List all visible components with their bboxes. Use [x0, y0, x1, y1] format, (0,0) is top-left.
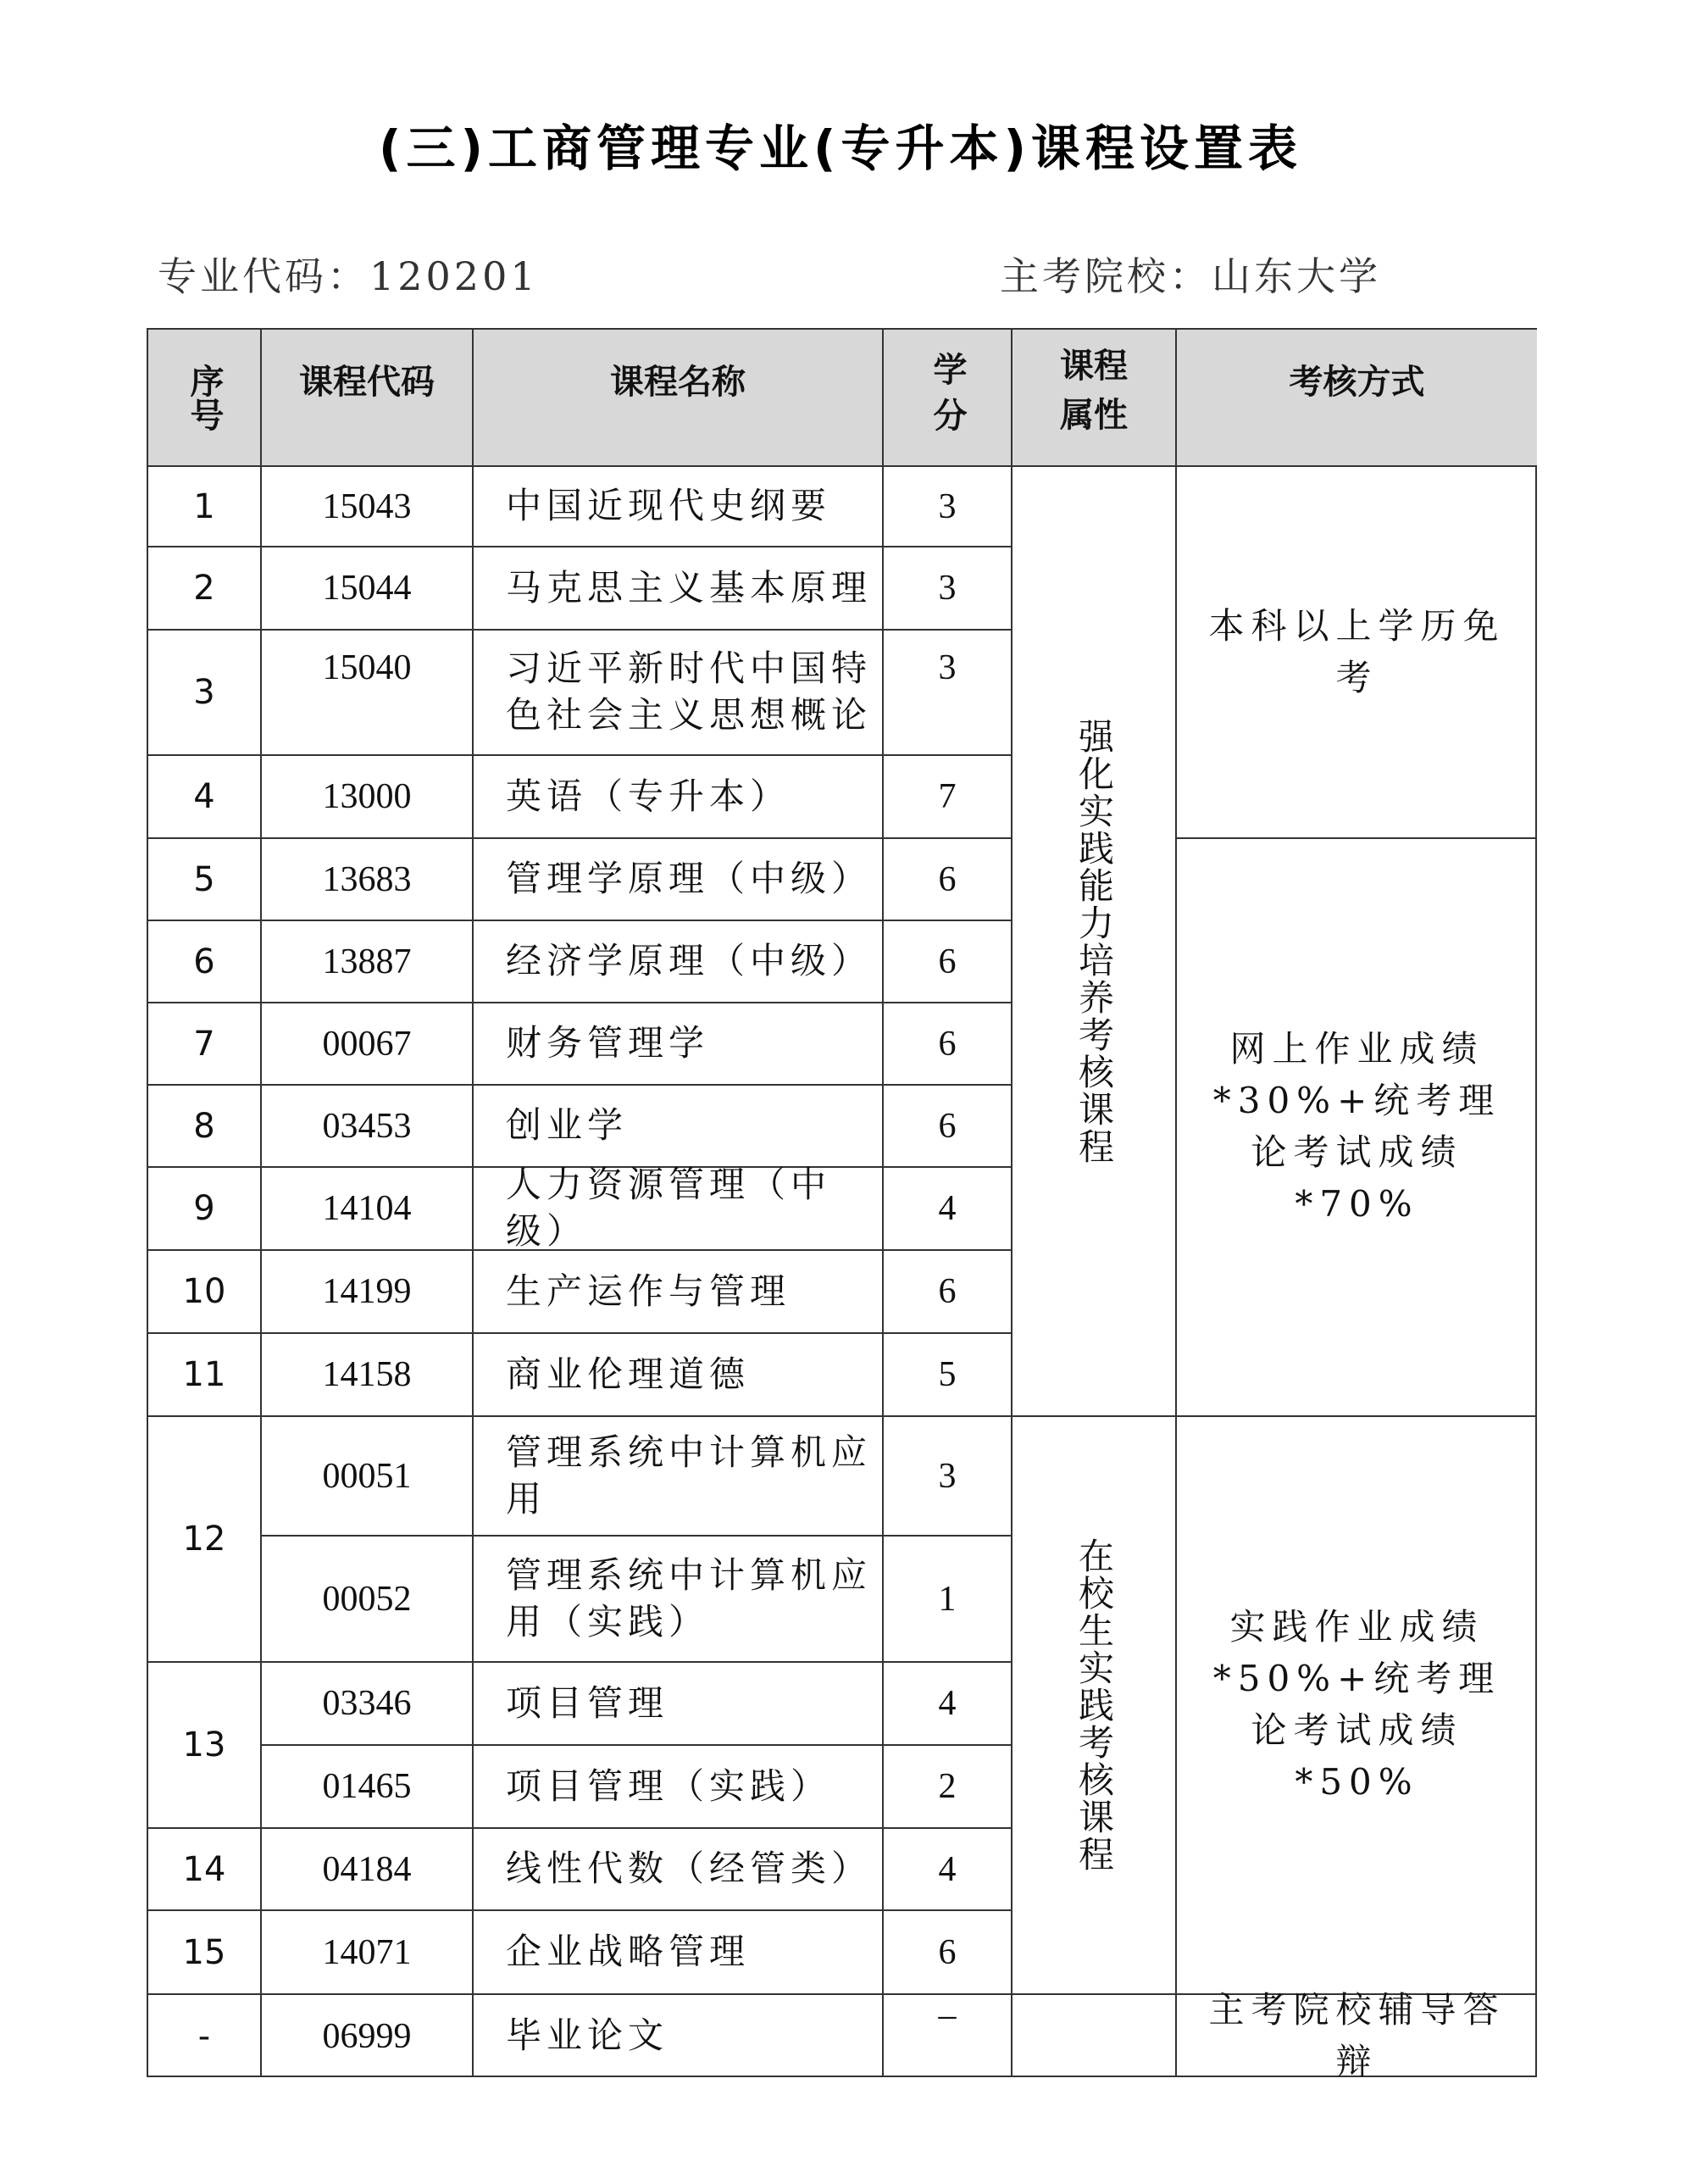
cell-seq-text: 9	[193, 1189, 215, 1228]
cell-code	[262, 1911, 474, 1995]
header-code-label: 课程代码	[299, 363, 435, 402]
cell-code	[262, 1417, 474, 1537]
cell-name	[474, 467, 884, 547]
cell-name-text: 人力资源管理（中级）	[506, 1164, 832, 1252]
cell-course-attr-text: 强化实践能力培养考核课程	[1074, 717, 1115, 1165]
cell-name	[474, 1164, 884, 1252]
cell-name	[474, 1003, 884, 1086]
cell-exam-method	[1177, 839, 1537, 1417]
cell-name	[474, 1537, 884, 1663]
exam-school: 主考院校：山东大学	[1000, 253, 1381, 299]
cell-exam-method-text: 实践作业成绩*50%+统考理论考试成绩*50%	[1212, 1606, 1501, 1803]
cell-name-text: 马克思主义基本原理	[506, 566, 873, 609]
cell-seq-text: 4	[193, 777, 215, 816]
cell-seq-text: -	[197, 2016, 211, 2056]
cell-credit-text: 6	[938, 859, 957, 899]
cell-seq	[148, 1995, 262, 2077]
cell-code	[262, 1829, 474, 1911]
cell-name-text: 财务管理学	[506, 1022, 710, 1064]
cell-exam-method-text: 本科以上学历免考	[1208, 604, 1506, 698]
cell-code	[262, 1995, 474, 2077]
cell-seq-text: 7	[193, 1024, 215, 1064]
cell-code-text: 15043	[322, 486, 412, 526]
cell-credit	[884, 1746, 1012, 1829]
cell-seq	[148, 1334, 262, 1417]
cell-credit	[884, 1168, 1012, 1251]
cell-course-attr-text: 在校生实践考核课程	[1074, 1537, 1115, 1873]
cell-seq	[148, 839, 262, 921]
cell-code	[262, 1746, 474, 1829]
cell-code	[262, 839, 474, 921]
cell-credit	[884, 839, 1012, 921]
cell-code	[262, 1003, 474, 1086]
cell-seq-text: 8	[193, 1106, 215, 1146]
cell-credit-text: 3	[938, 569, 957, 608]
cell-code	[262, 1537, 474, 1663]
cell-code-text: 06999	[322, 2016, 412, 2056]
cell-seq	[148, 1251, 262, 1334]
cell-seq	[148, 1417, 262, 1663]
major-code: 专业代码：120201	[158, 253, 539, 299]
cell-code-text: 14071	[322, 1932, 412, 1972]
cell-code-text: 15044	[322, 569, 412, 608]
header-credit	[884, 330, 1012, 467]
cell-seq	[148, 547, 262, 631]
cell-credit-text: 7	[938, 777, 957, 816]
cell-seq-text: 3	[193, 673, 215, 712]
header-exam	[1177, 330, 1537, 467]
cell-seq	[148, 631, 262, 756]
cell-seq	[148, 467, 262, 547]
cell-name-text: 项目管理	[506, 1681, 669, 1724]
cell-seq	[148, 1663, 262, 1829]
cell-name-text: 管理系统中计算机应用（实践）	[506, 1553, 873, 1642]
cell-seq	[148, 1168, 262, 1251]
cell-name	[474, 1746, 884, 1829]
cell-credit	[884, 631, 1012, 756]
cell-code-text: 01465	[322, 1767, 412, 1806]
cell-credit	[884, 1417, 1012, 1537]
cell-name-text: 生产运作与管理	[506, 1270, 791, 1312]
cell-credit	[884, 1995, 1012, 2077]
cell-exam-method	[1177, 1417, 1537, 1995]
cell-code-text: 04184	[322, 1849, 412, 1889]
cell-name-text: 英语（专升本）	[506, 775, 791, 817]
cell-credit	[884, 1251, 1012, 1334]
cell-credit	[884, 756, 1012, 839]
cell-seq-text: 15	[182, 1932, 226, 1972]
cell-credit-text: 1	[938, 1579, 957, 1619]
cell-name-text: 习近平新时代中国特色社会主义思想概论	[506, 647, 873, 736]
cell-exam-method-text: 网上作业成绩*30%+统考理论考试成绩*70%	[1212, 1028, 1501, 1225]
page-title: (三)工商管理专业(专升本)课程设置表	[378, 119, 1303, 177]
cell-code-text: 14199	[322, 1272, 412, 1311]
cell-seq	[148, 756, 262, 839]
cell-code-text: 14104	[322, 1189, 412, 1228]
cell-seq	[148, 1911, 262, 1995]
cell-seq	[148, 1086, 262, 1168]
cell-code	[262, 1251, 474, 1334]
cell-name	[474, 547, 884, 631]
header-code	[262, 330, 474, 467]
header-credit-label: 学分	[928, 352, 967, 443]
cell-name	[474, 1995, 884, 2077]
cell-name	[474, 631, 884, 756]
cell-code	[262, 1663, 474, 1746]
cell-credit	[884, 1911, 1012, 1995]
cell-code	[262, 467, 474, 547]
cell-credit	[884, 467, 1012, 547]
cell-credit-text: 4	[938, 1849, 957, 1889]
cell-seq	[148, 1003, 262, 1086]
cell-seq	[148, 1829, 262, 1911]
cell-name	[474, 1911, 884, 1995]
cell-credit	[884, 1003, 1012, 1086]
cell-code	[262, 921, 474, 1003]
cell-name	[474, 921, 884, 1003]
cell-name	[474, 1334, 884, 1417]
cell-code-text: 03453	[322, 1106, 412, 1146]
cell-exam-method	[1177, 1988, 1537, 2082]
cell-credit-text: 6	[938, 1024, 957, 1064]
cell-seq-text: 10	[182, 1272, 226, 1311]
cell-seq-text: 1	[193, 486, 215, 526]
cell-name-text: 创业学	[506, 1104, 629, 1147]
cell-name-text: 管理系统中计算机应用	[506, 1431, 873, 1520]
cell-name-text: 管理学原理（中级）	[506, 858, 873, 900]
cell-credit-text: 6	[938, 942, 957, 981]
cell-name-text: 线性代数（经管类）	[506, 1848, 873, 1890]
cell-seq-text: 2	[193, 569, 215, 608]
cell-credit-text: 3	[938, 648, 957, 687]
cell-name	[474, 1829, 884, 1911]
cell-seq-text: 5	[193, 859, 215, 899]
cell-name	[474, 1251, 884, 1334]
cell-name-text: 中国近现代史纲要	[506, 485, 832, 527]
header-seq-label: 序号	[185, 364, 224, 431]
cell-credit-text: 3	[938, 486, 957, 526]
cell-code	[262, 1334, 474, 1417]
cell-seq	[148, 921, 262, 1003]
cell-credit-text: 5	[938, 1355, 957, 1394]
cell-exam-method-text: 主考院校辅导答辩	[1208, 1988, 1506, 2082]
cell-name	[474, 1086, 884, 1168]
cell-course-attr	[1012, 1417, 1177, 1995]
cell-name	[474, 1663, 884, 1746]
cell-code	[262, 547, 474, 631]
cell-credit	[884, 1829, 1012, 1911]
cell-credit	[884, 1086, 1012, 1168]
course-table	[147, 328, 1537, 2082]
cell-credit-text: –	[938, 1996, 957, 2035]
cell-course-attr	[1012, 1995, 1177, 2077]
cell-credit	[884, 1663, 1012, 1746]
cell-course-attr	[1012, 467, 1177, 1417]
cell-name-text: 项目管理（实践）	[506, 1764, 832, 1807]
cell-credit-text: 6	[938, 1932, 957, 1972]
header-name	[474, 330, 884, 467]
cell-name	[474, 839, 884, 921]
cell-name-text: 毕业论文	[506, 2015, 669, 2057]
cell-credit-text: 4	[938, 1684, 957, 1723]
cell-code-text: 00067	[322, 1024, 412, 1064]
header-seq	[148, 330, 262, 467]
cell-credit	[884, 1334, 1012, 1417]
cell-credit	[884, 547, 1012, 631]
cell-seq-text: 13	[182, 1726, 226, 1764]
cell-code-text: 15040	[322, 648, 412, 687]
cell-seq-text: 12	[182, 1520, 226, 1559]
cell-credit-text: 4	[938, 1189, 957, 1228]
header-exam-label: 考核方式	[1289, 363, 1425, 402]
cell-credit	[884, 921, 1012, 1003]
cell-name-text: 企业战略管理	[506, 1931, 751, 1973]
cell-code-text: 13683	[322, 859, 412, 899]
cell-name	[474, 1417, 884, 1537]
cell-credit-text: 3	[938, 1456, 957, 1496]
cell-code-text: 13887	[322, 942, 412, 981]
cell-code-text: 00051	[322, 1456, 412, 1496]
header-attr	[1012, 330, 1177, 467]
cell-code-text: 00052	[322, 1579, 412, 1619]
cell-code	[262, 631, 474, 756]
cell-credit-text: 6	[938, 1272, 957, 1311]
cell-code-text: 14158	[322, 1355, 412, 1394]
cell-seq-text: 14	[182, 1849, 226, 1889]
cell-code	[262, 756, 474, 839]
cell-credit-text: 6	[938, 1106, 957, 1146]
cell-credit-text: 2	[938, 1767, 957, 1806]
cell-code-text: 03346	[322, 1684, 412, 1723]
header-name-label: 课程名称	[610, 363, 746, 402]
cell-seq-text: 11	[182, 1355, 226, 1394]
cell-name-text: 商业伦理道德	[506, 1353, 751, 1395]
cell-code	[262, 1086, 474, 1168]
cell-name-text: 经济学原理（中级）	[506, 940, 873, 982]
header-attr-label: 课程属性	[1060, 347, 1128, 435]
cell-credit	[884, 1537, 1012, 1663]
cell-code	[262, 1168, 474, 1251]
cell-name	[474, 756, 884, 839]
cell-exam-method	[1177, 467, 1537, 839]
cell-seq-text: 6	[193, 942, 215, 981]
cell-code-text: 13000	[322, 777, 412, 816]
